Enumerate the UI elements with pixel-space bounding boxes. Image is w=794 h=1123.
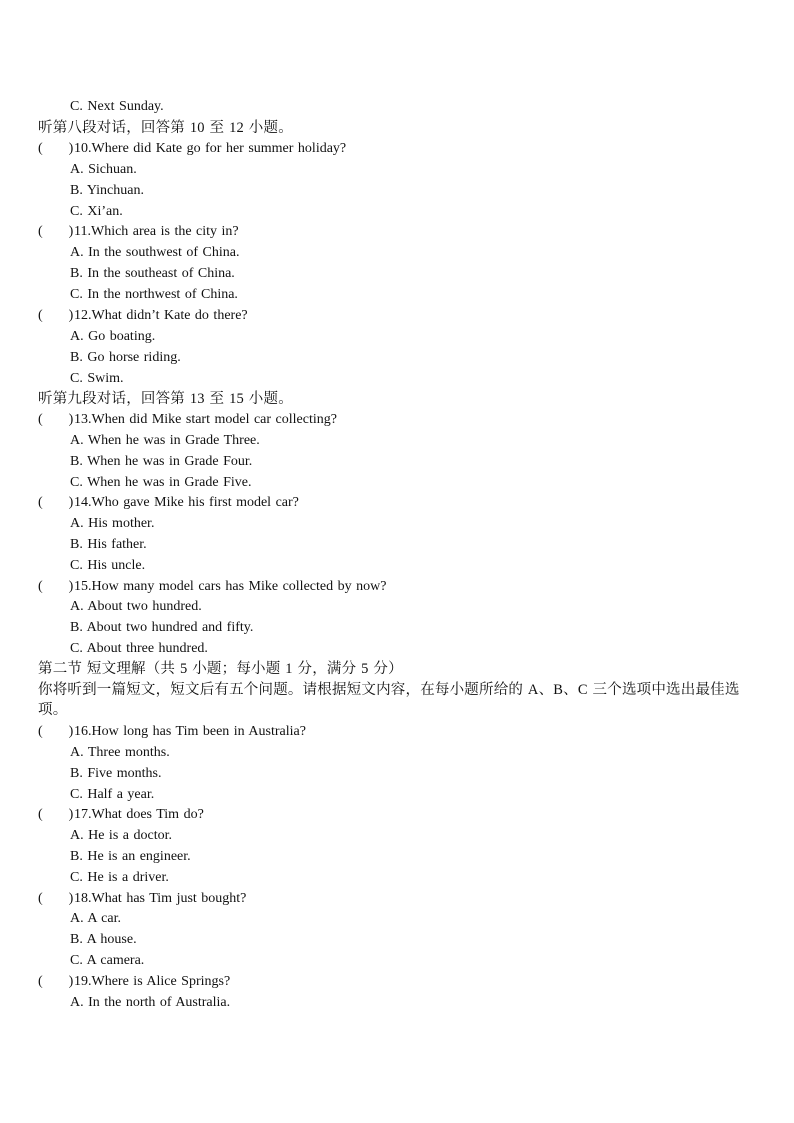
- option-11b: B. In the southeast of China.: [70, 266, 235, 281]
- question-stem: 14.Who gave Mike his first model car?: [74, 495, 299, 510]
- option-10b: B. Yinchuan.: [70, 183, 144, 198]
- option-10c: C. Xi’an.: [70, 204, 123, 219]
- option-18c: C. A camera.: [70, 953, 145, 968]
- answer-blank[interactable]: ( ): [38, 412, 74, 427]
- option-17c: C. He is a driver.: [70, 870, 169, 885]
- option-10a: A. Sichuan.: [70, 162, 137, 177]
- option-18b: B. A house.: [70, 932, 137, 947]
- option-16c: C. Half a year.: [70, 787, 155, 802]
- question-18: [38, 889, 246, 909]
- question-10: [38, 139, 346, 159]
- answer-blank[interactable]: ( ): [38, 724, 74, 739]
- question-13: [38, 410, 337, 430]
- answer-blank[interactable]: ( ): [38, 807, 74, 822]
- option-15a: A. About two hundred.: [70, 599, 202, 614]
- option-12a: A. Go boating.: [70, 329, 156, 344]
- option-13c: C. When he was in Grade Five.: [70, 475, 252, 490]
- option-11c: C. In the northwest of China.: [70, 287, 238, 302]
- option-14b: B. His father.: [70, 537, 147, 552]
- question-12: [38, 306, 248, 326]
- option-11a: A. In the southwest of China.: [70, 245, 240, 260]
- answer-blank[interactable]: ( ): [38, 308, 74, 323]
- question-16: [38, 722, 306, 742]
- question-stem: 11.Which area is the city in?: [74, 224, 239, 239]
- question-15: [38, 577, 386, 597]
- question-19: [38, 972, 230, 992]
- option-16a: A. Three months.: [70, 745, 170, 760]
- question-17: [38, 805, 204, 825]
- option-15b: B. About two hundred and fifty.: [70, 620, 254, 635]
- option-17a: A. He is a doctor.: [70, 828, 172, 843]
- question-stem: 18.What has Tim just bought?: [74, 891, 247, 906]
- question-stem: 12.What didn’t Kate do there?: [74, 308, 248, 323]
- option-13a: A. When he was in Grade Three.: [70, 433, 260, 448]
- part-2-heading: 第二节 短文理解（共 5 小题；每小题 1 分，满分 5 分）: [38, 661, 403, 677]
- question-stem: 15.How many model cars has Mike collected by now?: [74, 579, 387, 594]
- option-14c: C. His uncle.: [70, 558, 146, 573]
- answer-blank[interactable]: ( ): [38, 224, 74, 239]
- option-12c: C. Swim.: [70, 371, 124, 386]
- question-stem: 16.How long has Tim been in Australia?: [74, 724, 306, 739]
- option-13b: B. When he was in Grade Four.: [70, 454, 253, 469]
- section-8-heading: 听第八段对话，回答第 10 至 12 小题。: [38, 120, 293, 136]
- question-stem: 17.What does Tim do?: [74, 807, 204, 822]
- option-12b: B. Go horse riding.: [70, 350, 181, 365]
- question-11: [38, 222, 239, 242]
- answer-blank[interactable]: ( ): [38, 141, 74, 156]
- option-15c: C. About three hundred.: [70, 641, 208, 656]
- part-2-instruction: 你将听到一篇短文，短文后有五个问题。请根据短文内容，在每小题所给的 A、B、C 三个选项中选出最佳选项。: [38, 682, 740, 718]
- answer-blank[interactable]: ( ): [38, 974, 74, 989]
- question-stem: 19.Where is Alice Springs?: [74, 974, 231, 989]
- option-9c: C. Next Sunday.: [70, 99, 164, 114]
- option-19a: A. In the north of Australia.: [70, 995, 231, 1010]
- answer-blank[interactable]: ( ): [38, 495, 74, 510]
- option-17b: B. He is an engineer.: [70, 849, 191, 864]
- question-stem: 13.When did Mike start model car collecting?: [74, 412, 337, 427]
- answer-blank[interactable]: ( ): [38, 891, 74, 906]
- option-14a: A. His mother.: [70, 516, 155, 531]
- question-14: [38, 493, 299, 513]
- answer-blank[interactable]: ( ): [38, 579, 74, 594]
- question-stem: 10.Where did Kate go for her summer holiday?: [74, 141, 347, 156]
- option-18a: A. A car.: [70, 911, 121, 926]
- section-9-heading: 听第九段对话，回答第 13 至 15 小题。: [38, 391, 293, 407]
- option-16b: B. Five months.: [70, 766, 162, 781]
